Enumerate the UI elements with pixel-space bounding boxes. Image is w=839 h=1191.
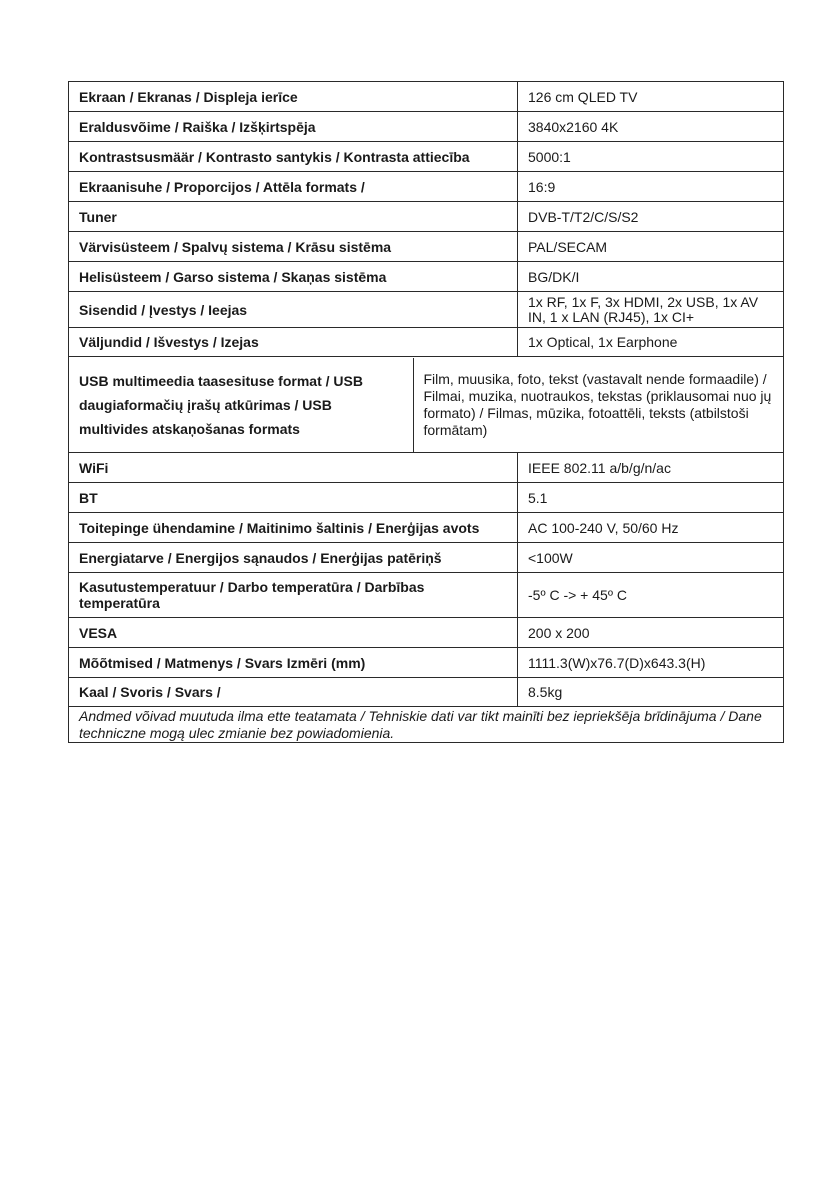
- spec-label: Helisüsteem / Garso sistema / Skaņas sistēma: [69, 262, 518, 292]
- spec-value: 16:9: [518, 172, 784, 202]
- spec-label: Värvisüsteem / Spalvų sistema / Krāsu sistēma: [69, 232, 518, 262]
- spec-label: Kasutustemperatuur / Darbo temperatūra / Darbības temperatūra: [69, 573, 518, 618]
- spec-value: <100W: [518, 543, 784, 573]
- spec-row-vesa: [69, 618, 784, 648]
- spec-row-usb: [69, 357, 784, 453]
- spec-row-contrast: [69, 142, 784, 172]
- spec-label: Energiatarve / Energijos sąnaudos / Enerģijas patēriņš: [69, 543, 518, 573]
- spec-value: 5.1: [518, 483, 784, 513]
- spec-row-inputs: [69, 292, 784, 328]
- spec-row-outputs: [69, 328, 784, 357]
- spec-value: DVB-T/T2/C/S/S2: [518, 202, 784, 232]
- spec-label: Väljundid / Išvestys / Izejas: [69, 328, 518, 357]
- spec-row-display: [69, 82, 784, 112]
- footnote-row: [69, 707, 784, 743]
- spec-value: 1111.3(W)x76.7(D)x643.3(H): [518, 648, 784, 678]
- spec-label: Sisendid / Įvestys / Ieejas: [69, 292, 518, 328]
- spec-row-color-system: [69, 232, 784, 262]
- spec-label: Ekraan / Ekranas / Displeja ierīce: [69, 82, 518, 112]
- spec-row-dimensions: [69, 648, 784, 678]
- spec-value: AC 100-240 V, 50/60 Hz: [518, 513, 784, 543]
- spec-row-wifi: [69, 453, 784, 483]
- spec-value: 126 cm QLED TV: [518, 82, 784, 112]
- spec-value: -5º C -> + 45º C: [518, 573, 784, 618]
- spec-label: Eraldusvõime / Raiška / Izšķirtspēja: [69, 112, 518, 142]
- spec-row-resolution: [69, 112, 784, 142]
- spec-row-power-source: [69, 513, 784, 543]
- spec-value: 1x RF, 1x F, 3x HDMI, 2x USB, 1x AV IN, 1 x LAN (RJ45), 1x CI+: [518, 292, 784, 328]
- spec-row-sound-system: [69, 262, 784, 292]
- spec-label: Kontrastsusmäär / Kontrasto santykis / Kontrasta attiecība: [69, 142, 518, 172]
- spec-value: 5000:1: [518, 142, 784, 172]
- spec-label: Toitepinge ühendamine / Maitinimo šaltinis / Enerģijas avots: [69, 513, 518, 543]
- usb-value: Film, muusika, foto, tekst (vastavalt nende formaadile) / Filmai, muzika, nuotraukos, tekstas (priklausomai nuo jų formato) / Filmas, mūzika, fotoattēli, teksts (atbilstoši formātam): [423, 370, 772, 438]
- spec-row-tuner: [69, 202, 784, 232]
- spec-label: Mõõtmised / Matmenys / Svars Izmēri (mm): [69, 648, 518, 678]
- spec-value: 200 x 200: [518, 618, 784, 648]
- spec-row-aspect: [69, 172, 784, 202]
- spec-row-bt: [69, 483, 784, 513]
- usb-label: USB multimeedia taasesituse format / USB daugiaformačių įrašų atkūrimas / USB multivides atskaņošanas formats: [79, 372, 363, 437]
- spec-value: IEEE 802.11 a/b/g/n/ac: [518, 453, 784, 483]
- spec-row-weight: [69, 678, 784, 707]
- spec-value: 1x Optical, 1x Earphone: [518, 328, 784, 357]
- spec-row-power-consumption: [69, 543, 784, 573]
- spec-row-temperature: [69, 573, 784, 618]
- spec-value: 3840x2160 4K: [518, 112, 784, 142]
- spec-label: Kaal / Svoris / Svars /: [69, 678, 518, 707]
- spec-label: Tuner: [69, 202, 518, 232]
- spec-value: 8.5kg: [518, 678, 784, 707]
- spec-value: PAL/SECAM: [518, 232, 784, 262]
- spec-label: WiFi: [69, 453, 518, 483]
- spec-label: Ekraanisuhe / Proporcijos / Attēla formats /: [69, 172, 518, 202]
- spec-table: [68, 81, 784, 743]
- spec-label: VESA: [69, 618, 518, 648]
- spec-label: BT: [69, 483, 518, 513]
- footnote: Andmed võivad muutuda ilma ette teatamata / Tehniskie dati var tikt mainīti bez iepriekšēja brīdinājuma / Dane techniczne mogą ulec zmianie bez powiadomienia.: [69, 707, 784, 743]
- spec-value: BG/DK/I: [518, 262, 784, 292]
